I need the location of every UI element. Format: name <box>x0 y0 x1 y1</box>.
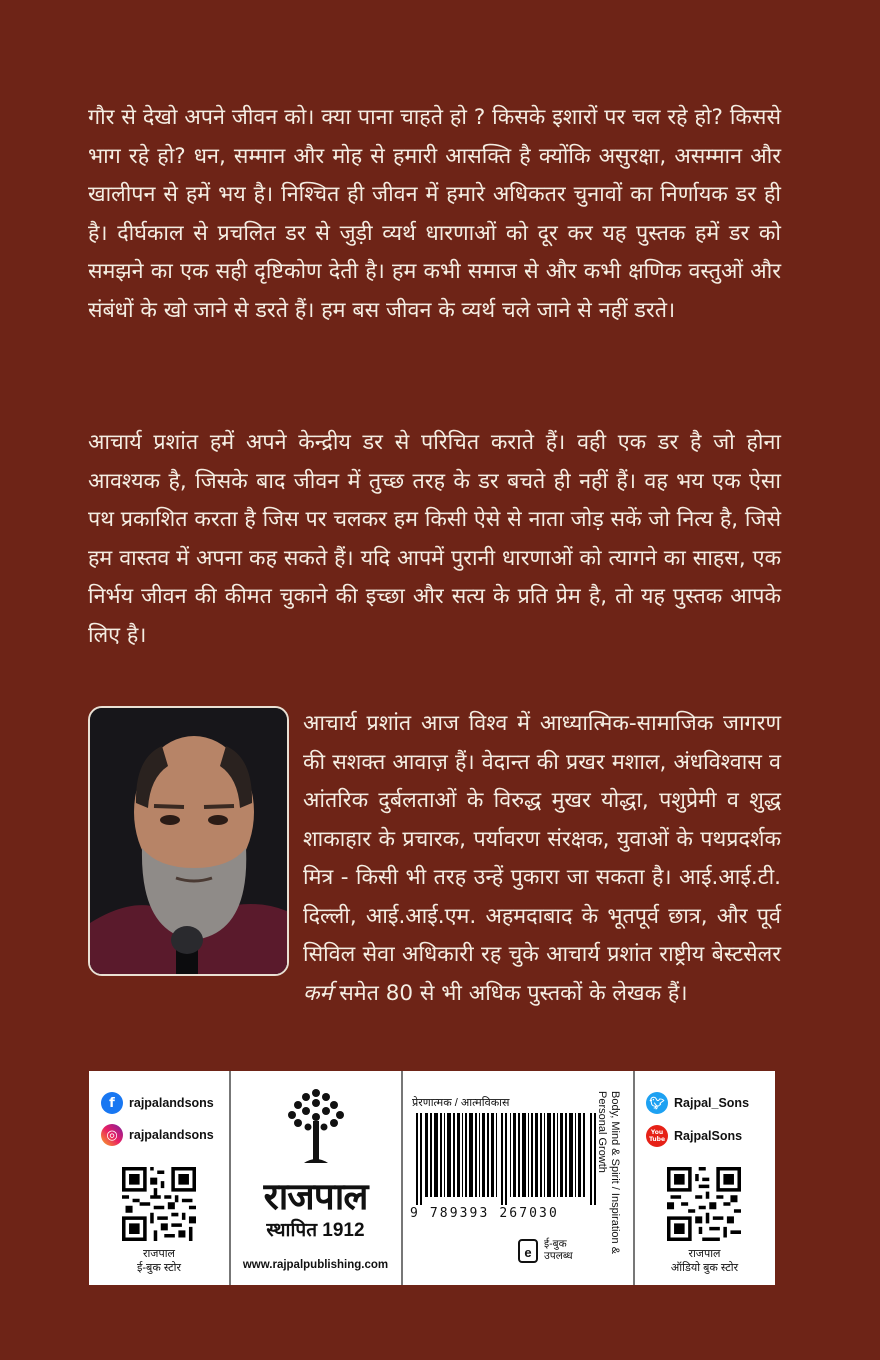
social-column-right <box>634 1071 775 1285</box>
publisher-name: राजपाल <box>263 1175 368 1218</box>
isbn-number: 9 789393 267030 <box>410 1206 559 1221</box>
ebook-available-label <box>544 1238 573 1262</box>
ebook-label-line-2: उपलब्ध <box>544 1250 573 1262</box>
youtube-link[interactable] <box>646 1125 742 1147</box>
blurb-paragraph-1: गौर से देखो अपने जीवन को। क्या पाना चाहते हो ? किसके इशारों पर चल रहे हो? किससे भाग रहे हो? धन, सम्मान और मोह से हमारी आसक्ति है क्योंकि असुरक्षा, असम्मान और खालीपन से हमें भय है। निश्चित ही जीवन में हमारे अधिकतर चुनावों का निर्णायक डर ही है। दीर्घकाल से प्रचलित डर से जुड़ी व्यर्थ धारणाओं को दूर कर यह पुस्तक हमें डर को समझने का एक सही दृष्टिकोण देती है। हम कभी समाज से और कभी क्षणिक वस्तुओं और संबंधों के खो जाने से डरते हैं। हम बस जीवन के व्यर्थ चले जाने से नहीं डरते। <box>88 105 781 323</box>
social-column-left <box>89 1071 229 1285</box>
facebook-link[interactable] <box>101 1092 214 1114</box>
youtube-icon: You Tube <box>646 1125 668 1147</box>
twitter-handle: Rajpal_Sons <box>674 1096 750 1110</box>
author-photo <box>88 706 289 976</box>
twitter-icon: 🐦︎ <box>646 1092 668 1114</box>
isbn-barcode <box>416 1113 596 1205</box>
book-title: कर्म <box>303 980 333 1006</box>
ebook-icon: e <box>518 1239 538 1263</box>
author-bio-text-1: आचार्य प्रशांत आज विश्व में आध्यात्मिक-सामाजिक जागरण की सशक्त आवाज़ हैं। वेदान्त की प्रखर मशाल, अंधविश्वास व आंतरिक दुर्बलताओं के विरुद्ध मुखर योद्धा, पशुप्रेमी व शुद्ध शाकाहार के प्रचारक, पर्यावरण संरक्षक, युवाओं के पथप्रदर्शक मित्र - किसी भी तरह उन्हें पुकारा जा सकता है। आई.आई.टी. दिल्ली, आई.आई.एम. अहमदाबाद के भूतपूर्व छात्र, और पूर्व सिविल सेवा अधिकारी रह चुके आचार्य प्रशांत राष्ट्रीय बेस्टसेलर <box>303 711 781 967</box>
instagram-handle: rajpalandsons <box>129 1128 214 1142</box>
twitter-link[interactable] <box>646 1092 749 1114</box>
author-bio-text-2: समेत 80 से भी अधिक पुस्तकों के लेखक हैं। <box>332 980 688 1006</box>
book-category: प्रेरणात्मक / आत्मविकास <box>412 1097 510 1109</box>
ebook-store-caption-1: राजपाल <box>142 1248 176 1260</box>
instagram-icon: ◎ <box>101 1124 123 1146</box>
facebook-handle: rajpalandsons <box>129 1096 214 1110</box>
publisher-logo-column <box>230 1071 401 1285</box>
established-year: स्थापित 1912 <box>266 1220 365 1241</box>
author-section <box>88 705 781 1013</box>
publisher-website[interactable]: www.rajpalpublishing.com <box>242 1259 389 1271</box>
instagram-link[interactable] <box>101 1124 214 1146</box>
youtube-handle: RajpalSons <box>674 1129 743 1143</box>
audiobook-store-caption-2: ऑडियो बुक स्टोर <box>670 1262 739 1274</box>
facebook-icon: f <box>101 1092 123 1114</box>
ebook-label-line-1: ई-बुक <box>544 1238 567 1250</box>
tree-logo-icon <box>286 1085 346 1167</box>
ebook-store-caption-2: ई-बुक स्टोर <box>136 1262 182 1274</box>
ebook-store-qr-code[interactable] <box>122 1167 196 1241</box>
audiobook-store-caption-1: राजपाल <box>688 1248 721 1260</box>
blurb-paragraph-2: आचार्य प्रशांत हमें अपने केन्द्रीय डर से परिचित कराते हैं। वही एक डर है जो होना आवश्यक है, जिसके बाद जीवन में तुच्छ तरह के डर बचते ही नहीं हैं। वह भय एक ऐसा पथ प्रकाशित करता है जिस पर चलकर हम किसी ऐसे से नाता जोड़ सकें जो नित्य है, जिसे हम वास्तव में अपना कह सकते हैं। यदि आपमें पुरानी धारणाओं को त्यागने का साहस, एक निर्भय जीवन की कीमत चुकाने की इच्छा और सत्य के प्रति प्रेम है, तो यह पुस्तक आपके लिए है। <box>88 430 781 648</box>
bisac-subject: Body, Mind & Spirit / Inspiration & Personal Growth <box>596 1091 621 1255</box>
barcode-column <box>402 1071 630 1285</box>
audiobook-store-qr-code[interactable] <box>667 1167 741 1241</box>
publisher-info-box <box>89 1071 775 1285</box>
